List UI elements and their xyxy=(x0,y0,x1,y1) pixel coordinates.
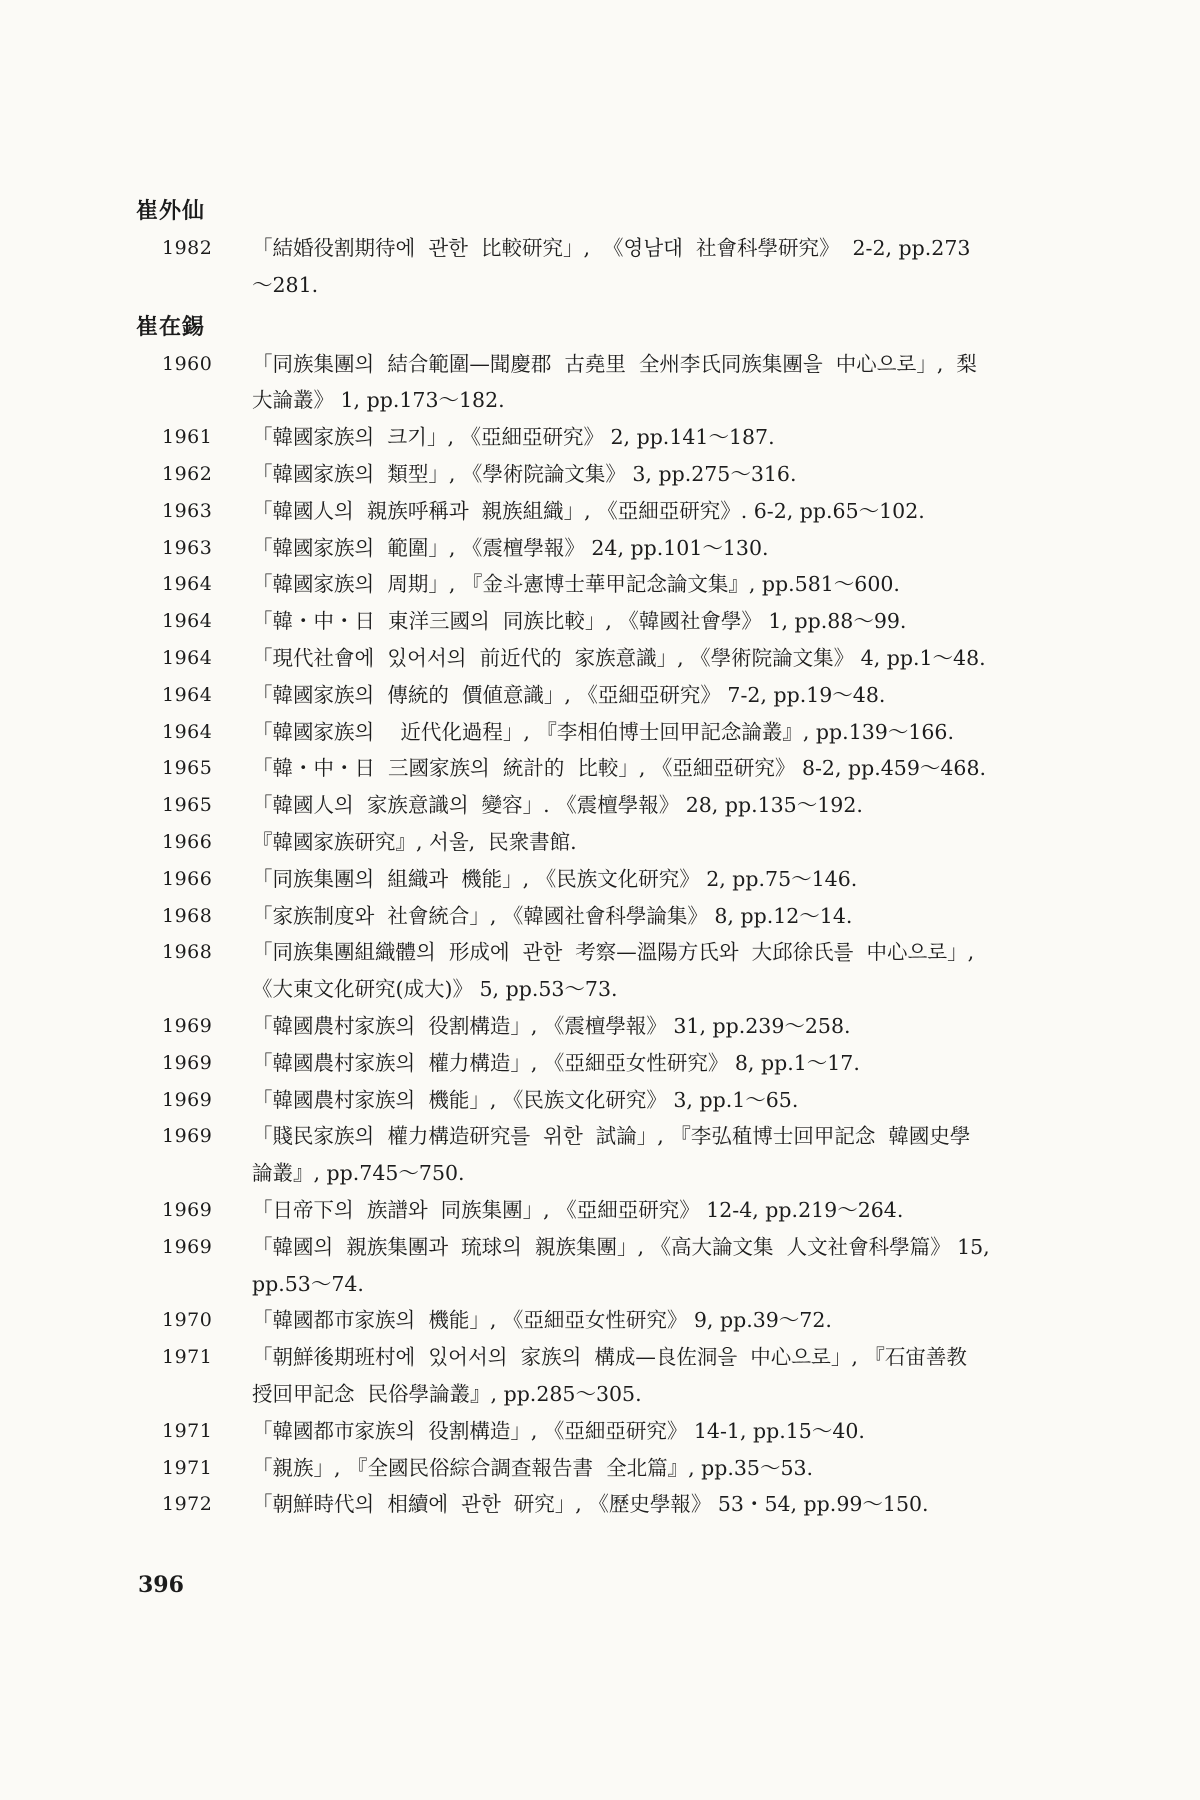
entry-text: 「親族」, 『全國民俗綜合調查報告書 全北篇』, pp.35～53. xyxy=(252,1455,814,1480)
entry-text: 「同族集團의 組織과 機能」, 《民族文化研究》 2, pp.75～146. xyxy=(252,866,858,891)
bibliography-entry xyxy=(136,1192,1066,1229)
entry-text: 「現代社會에 있어서의 前近代的 家族意識」, 《學術院論文集》 4, pp.1～48. xyxy=(252,645,986,670)
entry-year: 1964 xyxy=(162,646,213,669)
entry-year: 1969 xyxy=(162,1014,213,1037)
bibliography-entry xyxy=(136,677,1066,714)
page-number: 396 xyxy=(138,1572,184,1598)
entry-year: 1962 xyxy=(162,462,213,485)
entry-year: 1966 xyxy=(162,830,213,853)
entry-year: 1971 xyxy=(162,1419,213,1442)
entry-text: 「日帝下의 族譜와 同族集團」, 《亞細亞研究》 12-4, pp.219～264. xyxy=(252,1197,904,1222)
bibliography-entry xyxy=(136,1486,1066,1523)
entry-text: 「韓國家族의 近代化過程」, 『李相伯博士回甲記念論叢』, pp.139～166. xyxy=(252,719,954,744)
entry-text: 「韓國人의 家族意識의 變容」. 《震檀學報》 28, pp.135～192. xyxy=(252,793,863,818)
bibliography-entry xyxy=(136,824,1066,861)
entry-text: 「朝鮮後期班村에 있어서의 家族의 構成—良佐洞을 中心으로」, 『石宙善教 授回甲記念 民俗學論叢』, pp.285～305. xyxy=(252,1345,967,1406)
entry-text: 「結婚役割期待에 관한 比較研究」, 《영남대 社會科學研究》 2-2, pp.273 ～281. xyxy=(252,236,971,297)
entry-year: 1968 xyxy=(162,941,213,964)
entry-text: 「韓國都市家族의 役割構造」, 《亞細亞研究》 14-1, pp.15～40. xyxy=(252,1418,865,1443)
entry-text: 「韓國農村家族의 役割構造」, 《震檀學報》 31, pp.239～258. xyxy=(252,1013,851,1038)
entry-year: 1969 xyxy=(162,1198,213,1221)
entry-text: 「韓國家族의 類型」, 《學術院論文集》 3, pp.275～316. xyxy=(252,461,797,486)
entry-year: 1963 xyxy=(162,499,213,522)
entry-year: 1982 xyxy=(162,237,213,259)
bibliography-entry xyxy=(136,1082,1066,1119)
bibliography-entry xyxy=(136,1118,1066,1192)
bibliography-entry xyxy=(136,1302,1066,1339)
entry-year: 1969 xyxy=(162,1051,213,1074)
author-heading: 崔在錫 xyxy=(136,314,206,340)
entry-text: 「朝鮮時代의 相續에 관한 研究」, 《歷史學報》 53・54, pp.99～150. xyxy=(252,1492,929,1517)
entry-text: 「韓・中・日 三國家族의 統計的 比較」, 《亞細亞研究》 8-2, pp.459～468. xyxy=(252,756,987,781)
bibliography-entry xyxy=(136,1229,1066,1303)
entry-text: 「韓國家族의 傳統的 價値意識」, 《亞細亞研究》 7-2, pp.19～48. xyxy=(252,682,886,707)
bibliography-entry xyxy=(136,1450,1066,1487)
entry-year: 1972 xyxy=(162,1493,213,1516)
entry-text: 「韓國家族의 範圍」, 《震檀學報》 24, pp.101～130. xyxy=(252,535,769,560)
entry-year: 1971 xyxy=(162,1456,213,1479)
entry-year: 1960 xyxy=(162,352,213,375)
bibliography-entry xyxy=(136,493,1066,530)
bibliography-list xyxy=(136,194,1066,1523)
bibliography-entry xyxy=(136,1339,1066,1413)
entry-year: 1964 xyxy=(162,683,213,706)
entry-text: 「韓國人의 親族呼稱과 親族組織」, 《亞細亞研究》. 6-2, pp.65～102. xyxy=(252,498,925,523)
entry-text: 「韓國의 親族集團과 琉球의 親族集團」, 《高大論文集 人文社會科學篇》 15, pp.53～74. xyxy=(252,1234,990,1296)
entry-year: 1969 xyxy=(162,1088,213,1111)
bibliography-entry xyxy=(136,530,1066,567)
bibliography-entry xyxy=(136,898,1066,935)
bibliography-entry xyxy=(136,861,1066,898)
entry-year: 1969 xyxy=(162,1125,213,1148)
bibliography-entry xyxy=(136,1045,1066,1082)
entry-year: 1965 xyxy=(162,794,213,817)
entry-text: 「賤民家族의 權力構造研究를 위한 試論」, 『李弘稙博士回甲記念 韓國史學 論叢』, pp.745～750. xyxy=(252,1124,971,1186)
entry-text: 「同族集團의 結合範圍—聞慶郡 古堯里 全州李氏同族集團을 中心으로」, 梨 大論叢》 1, pp.173～182. xyxy=(252,351,977,413)
entry-year: 1961 xyxy=(162,426,213,449)
entry-year: 1964 xyxy=(162,720,213,743)
bibliography-entry xyxy=(136,934,1066,1008)
entry-text: 「韓國家族의 크기」, 《亞細亞研究》 2, pp.141～187. xyxy=(252,425,775,450)
entry-text: 「韓國農村家族의 權力構造」, 《亞細亞女性研究》 8, pp.1～17. xyxy=(252,1050,860,1075)
entry-text: 「韓國農村家族의 機能」, 《民族文化研究》 3, pp.1～65. xyxy=(252,1087,799,1112)
entry-text: 『韓國家族研究』, 서울, 民衆書館. xyxy=(252,829,577,854)
bibliography-entry xyxy=(136,230,1066,304)
entry-text: 「韓・中・日 東洋三國의 同族比較」, 《韓國社會學》 1, pp.88～99. xyxy=(252,609,907,634)
bibliography-entry xyxy=(136,1008,1066,1045)
entry-year: 1970 xyxy=(162,1309,213,1332)
entry-text: 「同族集團組織體의 形成에 관한 考察—溫陽方氏와 大邱徐氏를 中心으로」, 《大東文化研究(成大)》 5, pp.53～73. xyxy=(252,940,975,1002)
bibliography-entry xyxy=(136,1413,1066,1450)
entry-year: 1963 xyxy=(162,536,213,559)
entry-text: 「韓國都市家族의 機能」, 《亞細亞女性研究》 9, pp.39～72. xyxy=(252,1308,832,1333)
entry-year: 1964 xyxy=(162,610,213,633)
bibliography-entry xyxy=(136,640,1066,677)
bibliography-entry xyxy=(136,787,1066,824)
entry-text: 「家族制度와 社會統合」, 《韓國社會科學論集》 8, pp.12～14. xyxy=(252,903,853,928)
entry-year: 1966 xyxy=(162,867,213,890)
bibliography-entry xyxy=(136,419,1066,456)
entry-year: 1965 xyxy=(162,757,213,780)
bibliography-entry xyxy=(136,566,1066,603)
bibliography-entry xyxy=(136,603,1066,640)
entry-text: 「韓國家族의 周期」, 『金斗憲博士華甲記念論文集』, pp.581～600. xyxy=(252,572,900,597)
entry-year: 1968 xyxy=(162,904,213,927)
bibliography-entry xyxy=(136,456,1066,493)
entry-year: 1969 xyxy=(162,1235,213,1258)
bibliography-entry xyxy=(136,714,1066,751)
entry-year: 1971 xyxy=(162,1346,213,1369)
author-heading: 崔外仙 xyxy=(136,199,206,224)
bibliography-entry xyxy=(136,750,1066,787)
bibliography-entry xyxy=(136,346,1066,420)
entry-year: 1964 xyxy=(162,573,213,596)
